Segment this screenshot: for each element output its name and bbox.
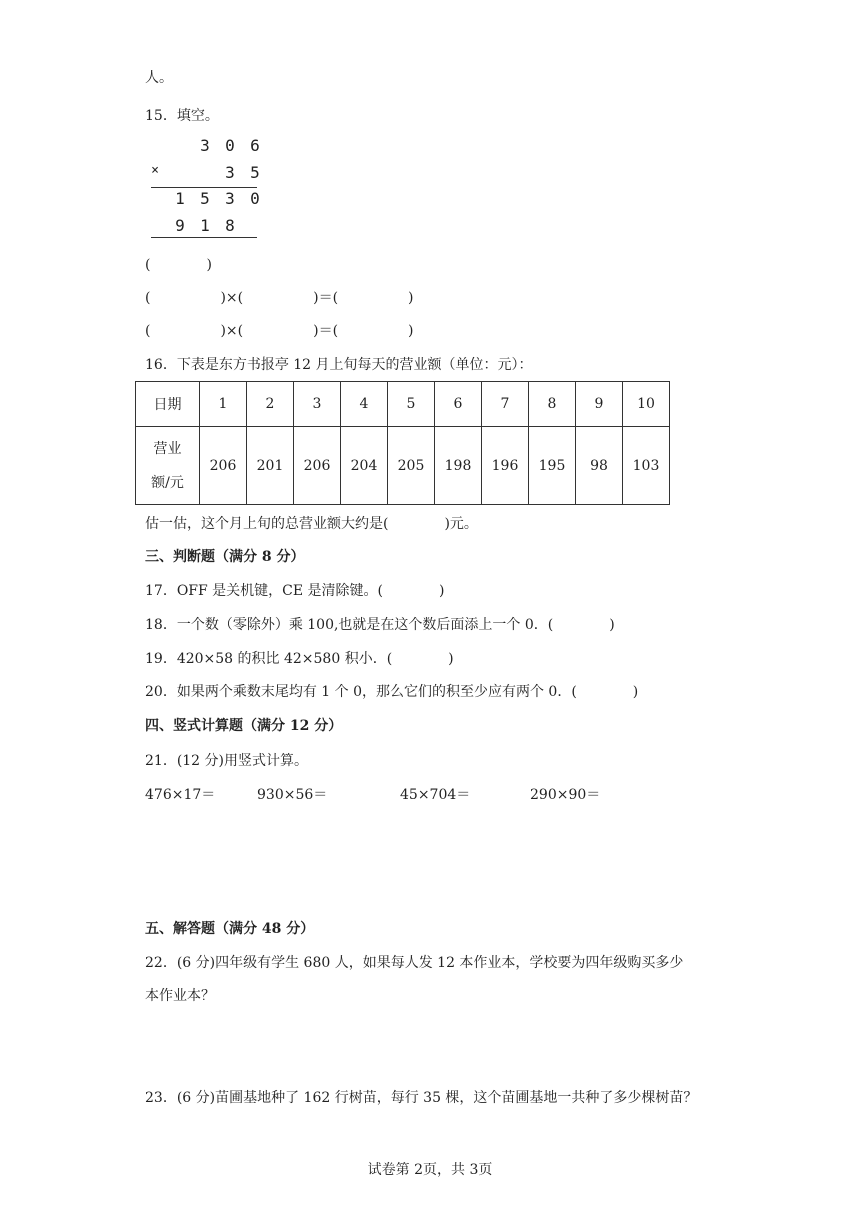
top-fragment: 人。: [145, 70, 173, 86]
q22-line2: 本作业本？: [145, 988, 215, 1004]
mult-row-multiplicand: [145, 136, 265, 160]
table-value-row: [136, 427, 670, 505]
rule-line: [151, 237, 257, 238]
mult-row-multiplier: [145, 163, 265, 187]
expr-3: 45×704＝: [400, 787, 471, 803]
q21: 21．(12 分)用竖式计算。: [145, 753, 309, 769]
value-cell: 206: [294, 427, 341, 505]
digit: 5: [200, 189, 210, 208]
q18: 18．一个数（零除外）乘 100,也就是在这个数后面添上一个 0．( ): [145, 617, 615, 633]
row-label-line1: 营业: [153, 440, 182, 457]
q23: 23．(6 分)苗圃基地种了 162 行树苗，每行 35 棵，这个苗圃基地一共种了多少棵树苗？: [145, 1090, 698, 1106]
q20: 20．如果两个乘数末尾均有 1 个 0，那么它们的积至少应有两个 0．( ): [145, 684, 639, 700]
expr-4: 290×90＝: [530, 787, 601, 803]
date-cell: 2: [247, 382, 294, 427]
date-cell: 6: [435, 382, 482, 427]
digit: 8: [225, 216, 235, 235]
digit: 3: [225, 189, 235, 208]
header-label: 日期: [136, 382, 200, 427]
value-cell: 195: [529, 427, 576, 505]
row-label: [136, 427, 200, 505]
digit: 3: [225, 163, 235, 182]
value-cell: 206: [200, 427, 247, 505]
date-cell: 9: [576, 382, 623, 427]
digit: 0: [225, 136, 235, 155]
date-cell: 4: [341, 382, 388, 427]
date-cell: 5: [388, 382, 435, 427]
q22-line1: 22．(6 分)四年级有学生 680 人，如果每人发 12 本作业本，学校要为四年级购买多少: [145, 955, 684, 971]
value-cell: 205: [388, 427, 435, 505]
q15-blank-3: ( )×( )＝( ): [145, 323, 414, 339]
digit: 0: [250, 189, 260, 208]
mult-row-partial1: [145, 189, 265, 213]
q17: 17．OFF 是关机键，CE 是清除键。( ): [145, 583, 445, 599]
page-footer: 试卷第 2页，共 3页: [367, 1162, 493, 1178]
section5-heading: 五、解答题（满分 48 分）: [145, 921, 315, 937]
times-sign: ×: [151, 163, 159, 178]
digit: 5: [250, 163, 260, 182]
date-cell: 1: [200, 382, 247, 427]
row-label-line2: 额/元: [151, 474, 184, 491]
value-cell: 204: [341, 427, 388, 505]
q15-blank-2: ( )×( )＝( ): [145, 290, 414, 306]
date-cell: 10: [623, 382, 670, 427]
q19: 19．420×58 的积比 42×580 积小．( ): [145, 651, 454, 667]
digit: 3: [200, 136, 210, 155]
value-cell: 103: [623, 427, 670, 505]
section3-heading: 三、判断题（满分 8 分）: [145, 549, 305, 565]
q16-estimate: 估一估，这个月上旬的总营业额大约是( )元。: [145, 516, 478, 532]
digit: 9: [175, 216, 185, 235]
digit: 6: [250, 136, 260, 155]
date-cell: 7: [482, 382, 529, 427]
expr-2: 930×56＝: [257, 787, 328, 803]
value-cell: 196: [482, 427, 529, 505]
revenue-table: [135, 381, 670, 505]
q16-title: 16．下表是东方书报亭 12 月上旬每天的营业额（单位：元）：: [145, 357, 533, 373]
date-cell: 3: [294, 382, 341, 427]
vertical-multiplication: [145, 136, 265, 246]
q15-blank-1: ( ): [145, 257, 212, 273]
digit: 1: [200, 216, 210, 235]
section4-heading: 四、竖式计算题（满分 12 分）: [145, 718, 343, 734]
table-header-row: [136, 382, 670, 427]
value-cell: 201: [247, 427, 294, 505]
date-cell: 8: [529, 382, 576, 427]
rule-line: [151, 187, 257, 188]
value-cell: 98: [576, 427, 623, 505]
expr-1: 476×17＝: [145, 787, 216, 803]
value-cell: 198: [435, 427, 482, 505]
digit: 1: [175, 189, 185, 208]
q15-title: 15．填空。: [145, 108, 219, 124]
